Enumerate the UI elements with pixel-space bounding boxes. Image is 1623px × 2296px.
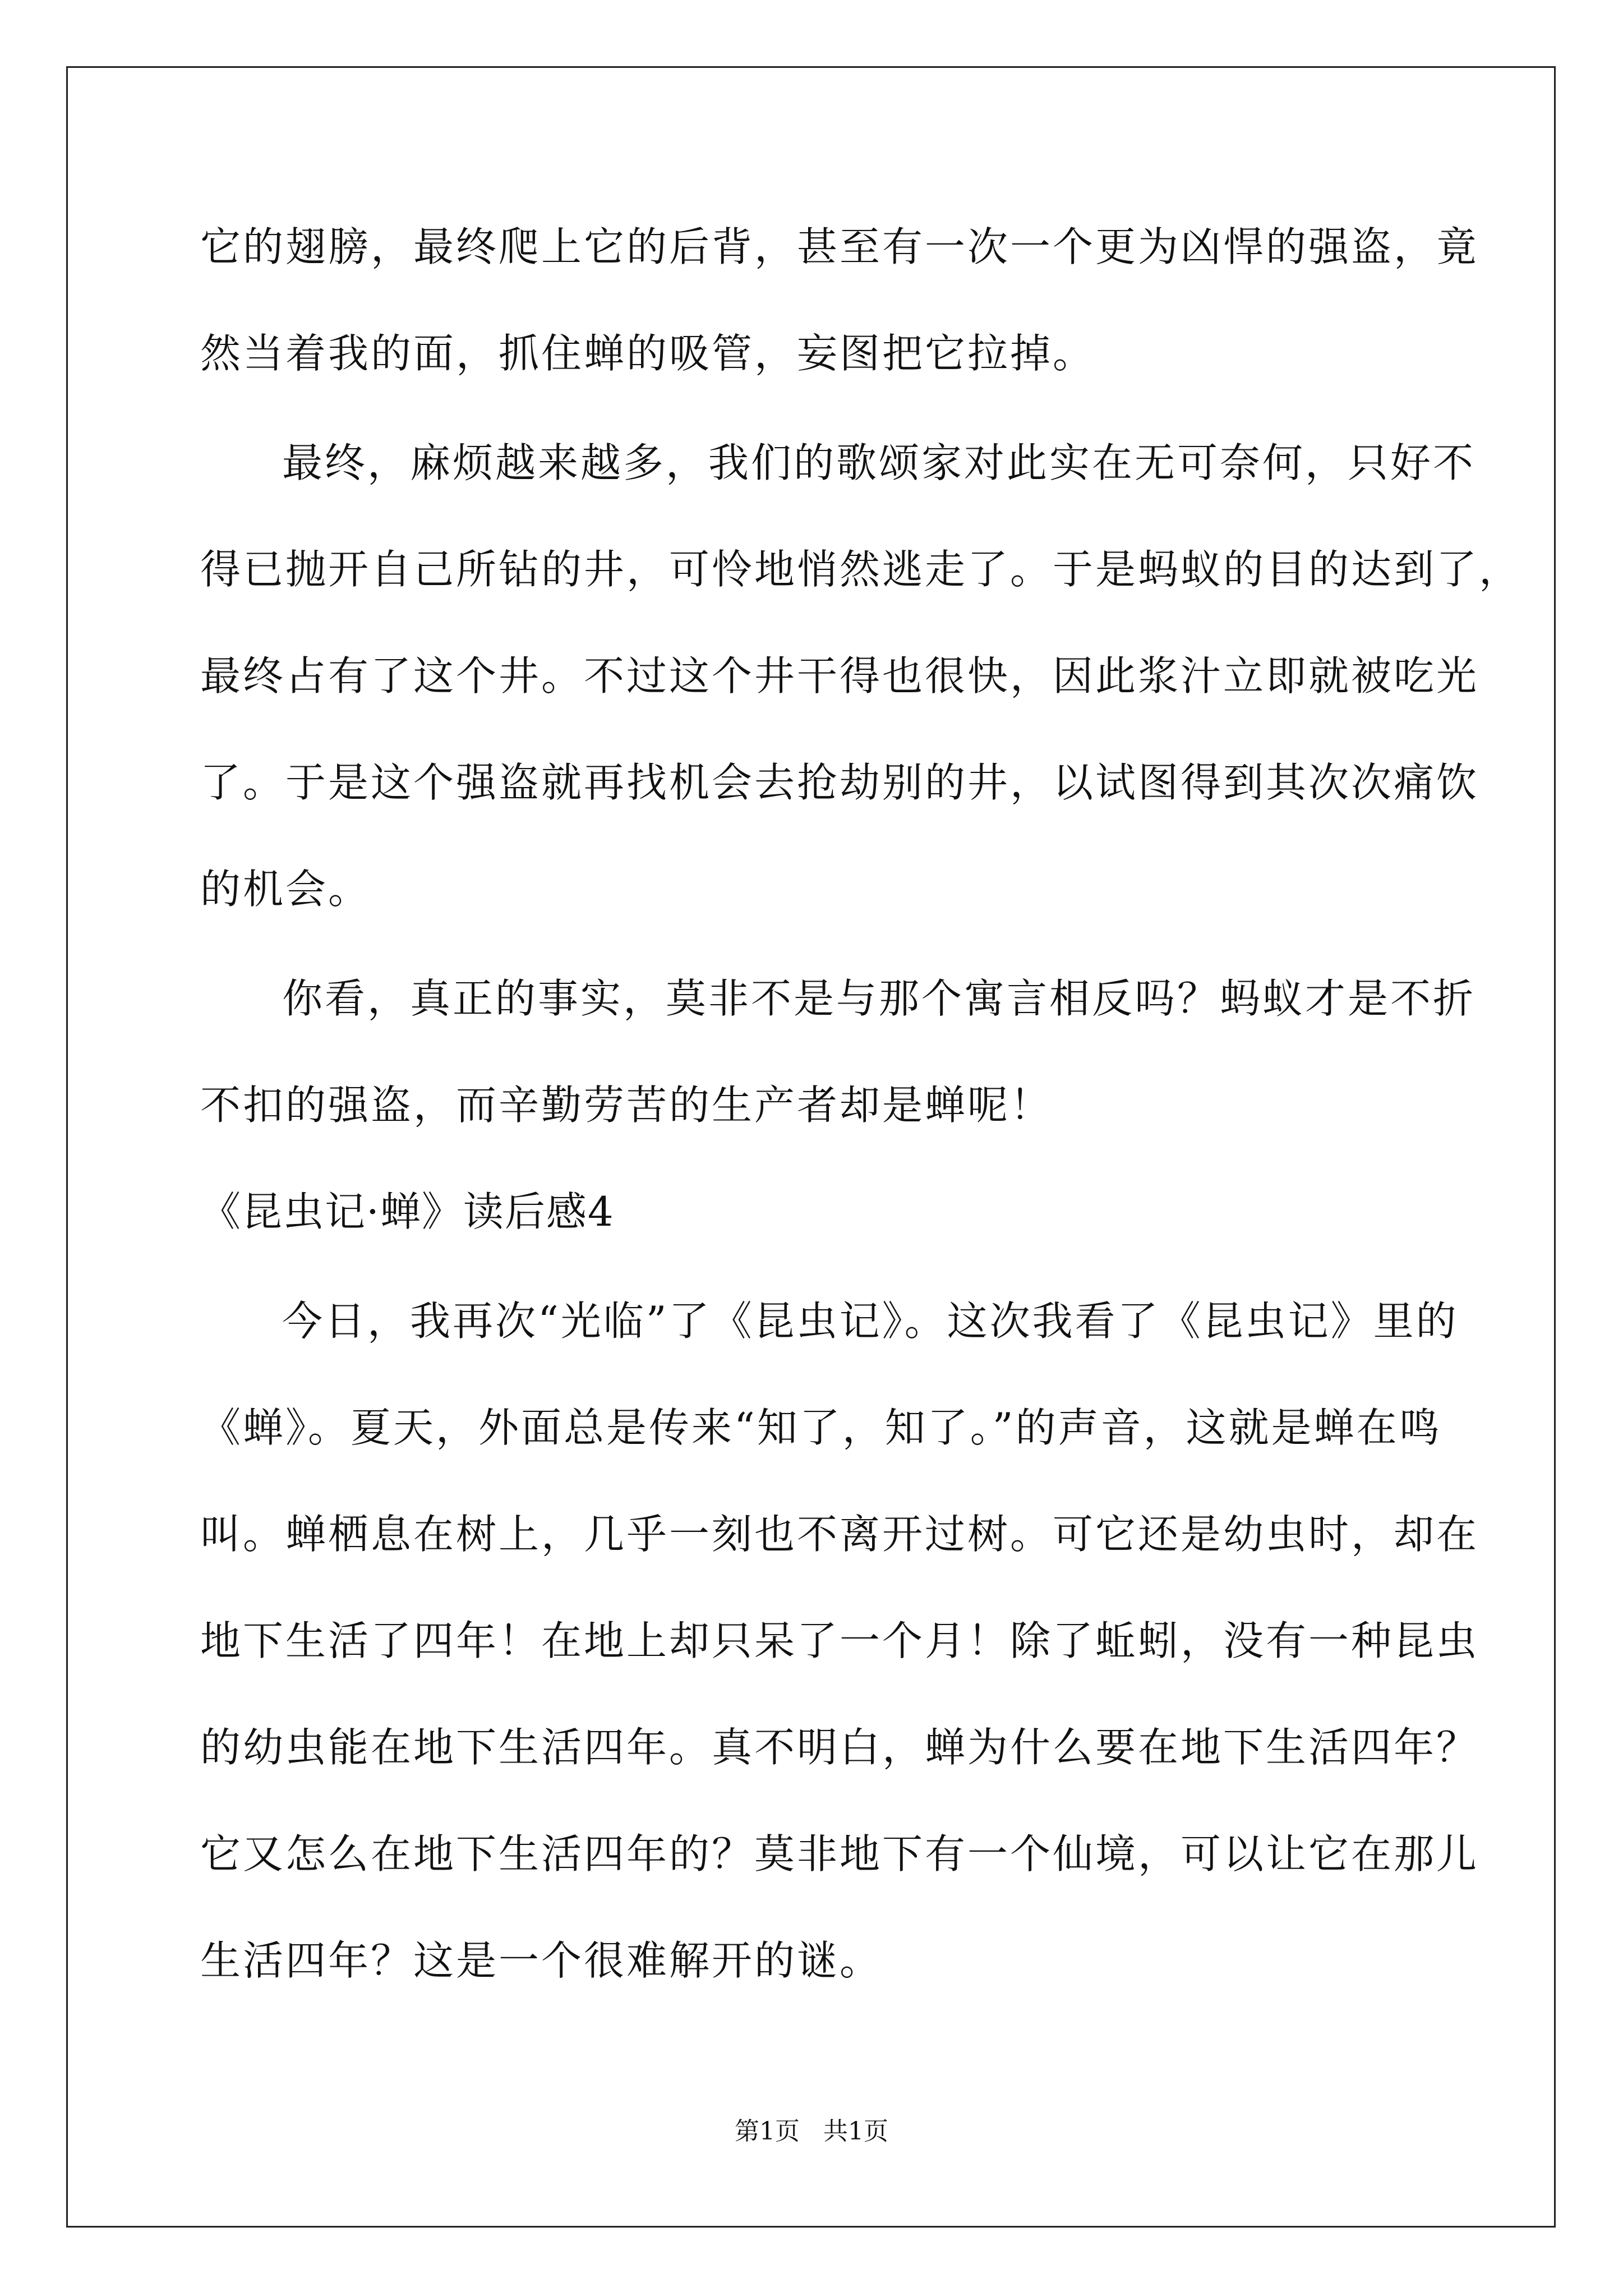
paragraph-first-line: 你看，真正的事实，莫非不是与那个寓言相反吗？蚂蚁才是不折 [282, 975, 1476, 1022]
text-line: 得已抛开自己所钻的井，可怜地悄然逃走了。于是蚂蚁的目的达到了， [200, 546, 1522, 593]
page-border [66, 66, 1556, 2228]
text-line: 的幼虫能在地下生活四年。真不明白，蝉为什么要在地下生活四年？ [200, 1724, 1479, 1771]
paragraph-first-line: 最终，麻烦越来越多，我们的歌颂家对此实在无可奈何，只好不 [282, 439, 1476, 486]
text-line: 最终占有了这个井。不过这个井干得也很快，因此浆汁立即就被吃光 [200, 652, 1479, 700]
text-line: 了。于是这个强盗就再找机会去抢劫别的井，以试图得到其次次痛饮 [200, 759, 1479, 806]
text-line: 然当着我的面，抓住蝉的吸管，妄图把它拉掉。 [200, 330, 1096, 377]
page-number-footer: 第1页 共1页 [735, 2117, 888, 2146]
text-line: 它又怎么在地下生活四年的？莫非地下有一个仙境，可以让它在那儿 [200, 1830, 1479, 1878]
text-line: 它的翅膀，最终爬上它的后背，甚至有一次一个更为凶悍的强盗，竟 [200, 223, 1479, 270]
text-line: 生活四年？这是一个很难解开的谜。 [200, 1937, 883, 1984]
text-line: 地下生活了四年！在地上却只呆了一个月！除了蚯蚓，没有一种昆虫 [200, 1617, 1479, 1664]
text-line: 《蝉》。夏天，外面总是传来“知了，知了。”的声音，这就是蝉在鸣 [200, 1404, 1442, 1451]
paragraph-first-line: 今日，我再次“光临”了《昆虫记》。这次我看了《昆虫记》里的 [282, 1297, 1459, 1345]
section-heading: 《昆虫记·蝉》读后感4 [200, 1188, 615, 1235]
text-line: 的机会。 [200, 866, 371, 913]
text-line: 不扣的强盗，而辛勤劳苦的生产者却是蝉呢！ [200, 1082, 1053, 1129]
text-line: 叫。蝉栖息在树上，几乎一刻也不离开过树。可它还是幼虫时，却在 [200, 1511, 1479, 1558]
